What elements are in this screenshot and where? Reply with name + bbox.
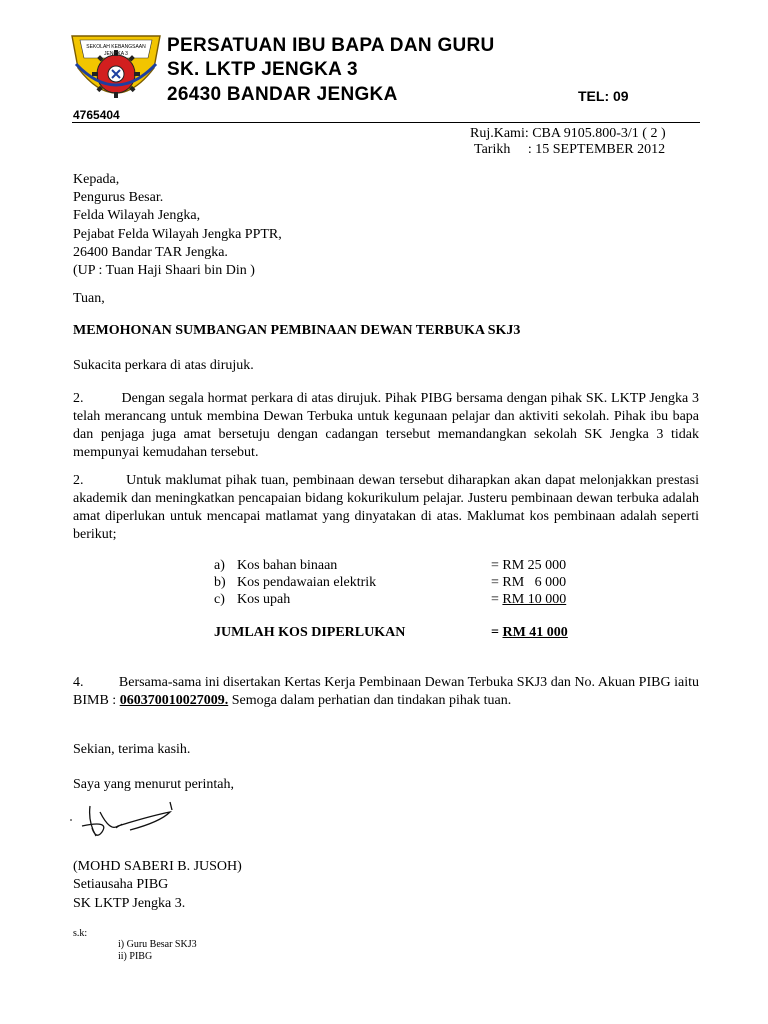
closing-order: Saya yang menurut perintah, xyxy=(73,777,234,792)
cc-item: ii) PIBG xyxy=(118,951,153,962)
letterhead-rule xyxy=(72,122,700,123)
cost-label: Kos bahan binaan xyxy=(237,558,338,573)
logo-text-sub: JENGKA 3 xyxy=(104,51,128,57)
letter-date: Tarikh : 15 SEPTEMBER 2012 xyxy=(474,142,666,157)
letter-subject: MEMOHONAN SUMBANGAN PEMBINAAN DEWAN TERBUKA SKJ3 xyxy=(73,323,521,338)
paragraph-4-text: Bersama-sama ini disertakan Kertas Kerja Pembinaan Dewan Terbuka SKJ3 dan No. Akuan PIBG iaitu BIMB : xyxy=(73,675,699,708)
total-amount xyxy=(491,625,568,641)
cost-marker: b) xyxy=(214,575,226,590)
handwritten-signature xyxy=(70,798,190,848)
closing-thanks: Sekian, terima kasih. xyxy=(73,742,191,757)
recipient-line: Felda Wilayah Jengka, xyxy=(73,208,201,224)
salutation: Tuan, xyxy=(73,291,105,306)
cost-marker: c) xyxy=(214,592,225,607)
cc-label: s.k: xyxy=(73,928,88,939)
total-label: JUMLAH KOS DIPERLUKAN xyxy=(214,625,406,640)
recipient-line: Pengurus Besar. xyxy=(73,190,164,206)
signer-name: (MOHD SABERI B. JUSOH) xyxy=(73,859,242,874)
total-amount-value: RM 41 000 xyxy=(502,625,568,640)
paragraph-4-number: 4. xyxy=(73,675,119,690)
reference-number: Ruj.Kami: CBA 9105.800-3/1 ( 2 ) xyxy=(470,126,666,141)
paragraph-3: 2. Untuk maklumat pihak tuan, pembinaan dewan tersebut diharapkan akan dapat melonjakkan prestasi akademik dan meningkatkan pencapaian bidang kokurikulum pelajar. Justeru pembinaan dewan terbuka adalah amat diperlukan untuk mencapai matlamat yang dinyatakan di atas. Maklumat kos pembinaan adalah seperti berikut; xyxy=(73,473,699,542)
cc-item: i) Guru Besar SKJ3 xyxy=(118,939,197,950)
letterhead-line-3: 26430 BANDAR JENGKA xyxy=(167,84,398,105)
letterhead-line-1: PERSATUAN IBU BAPA DAN GURU xyxy=(167,35,495,56)
cost-amount: = RM 6 000 xyxy=(491,575,567,590)
cost-amount-value: RM 10 000 xyxy=(502,592,567,607)
recipient-line: Kepada, xyxy=(73,172,120,187)
cost-amount xyxy=(491,592,566,608)
intro-line: Sukacita perkara di atas dirujuk. xyxy=(73,358,254,373)
cost-amount: = RM 25 000 xyxy=(491,558,567,573)
school-logo xyxy=(70,28,162,106)
recipient-line: 26400 Bandar TAR Jengka. xyxy=(73,244,228,260)
paragraph-2: 2. Dengan segala hormat perkara di atas dirujuk. Pihak PIBG bersama dengan pihak SK. LKTP Jengka 3 telah merancang untuk membina Dewan Terbuka untuk kegunaan pelajar dan aktiviti sekolah. Pihak ibu bapa dan penjaga juga amat bersetuju dengan cadangan tersebut memandangkan sekolah SK Jengka 3 tidak mempunyai kemudahan tersebut. xyxy=(73,391,699,460)
paragraph-4-tail: Semoga dalam perhatian dan tindakan pihak tuan. xyxy=(228,693,512,708)
total-equals: = xyxy=(491,625,503,640)
letterhead-tel-number: 4765404 xyxy=(73,108,120,122)
paragraph-4 xyxy=(73,674,699,710)
signer-title: Setiausaha PIBG xyxy=(73,877,169,893)
cost-label: Kos upah xyxy=(237,592,291,607)
cost-equals: = xyxy=(491,592,503,607)
signer-block xyxy=(73,858,242,913)
cost-marker: a) xyxy=(214,558,225,573)
logo-text-top: SEKOLAH KEBANGSAAN xyxy=(86,44,146,50)
cost-label: Kos pendawaian elektrik xyxy=(237,575,377,590)
recipient-address xyxy=(73,171,282,280)
recipient-line: Pejabat Felda Wilayah Jengka PPTR, xyxy=(73,226,282,242)
letterhead-tel-label: TEL: 09 xyxy=(578,88,629,104)
recipient-line: (UP : Tuan Haji Shaari bin Din ) xyxy=(73,262,255,278)
bank-account-number: 060370010027009. xyxy=(119,693,229,708)
letterhead-line-2: SK. LKTP JENGKA 3 xyxy=(167,59,358,80)
signer-organization: SK LKTP Jengka 3. xyxy=(73,895,186,911)
